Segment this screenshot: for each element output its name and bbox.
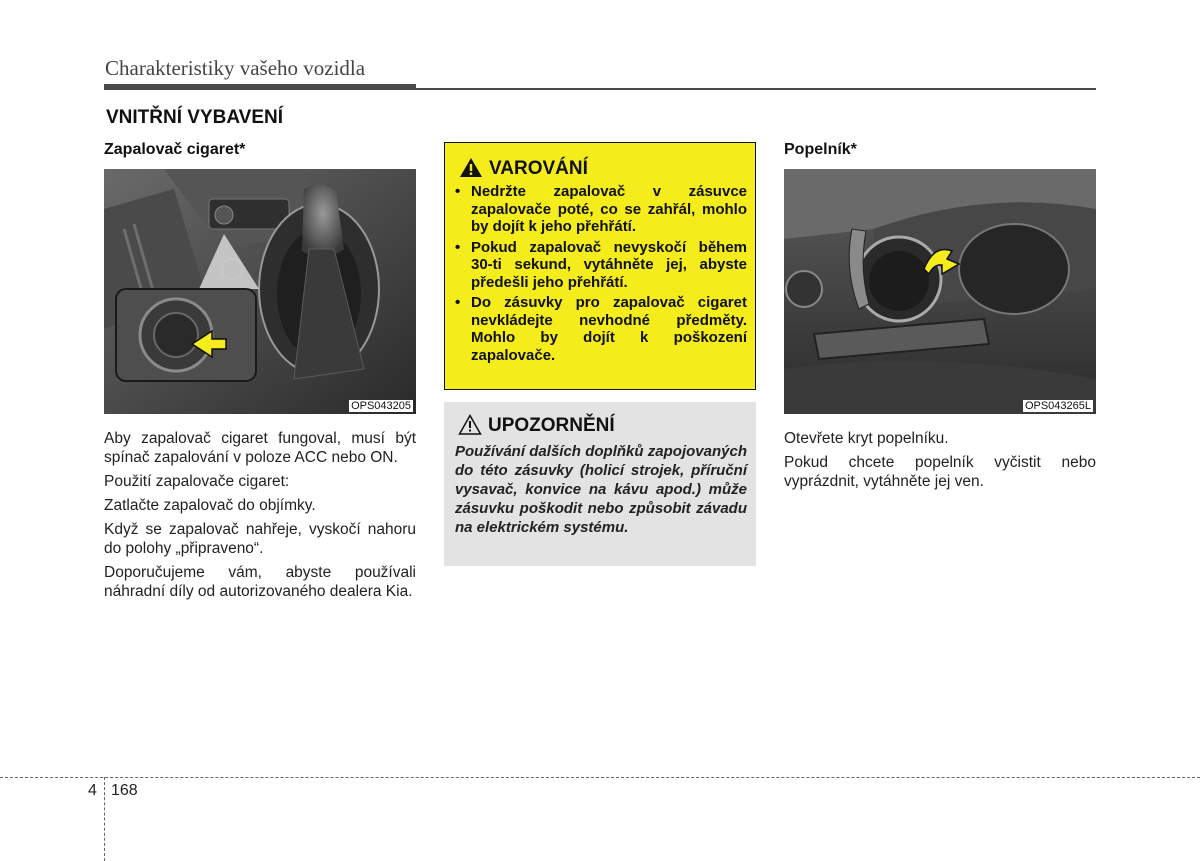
paragraph: Použití zapalovače cigaret:	[104, 473, 290, 490]
ashtray-illustration	[784, 169, 1096, 414]
footer-rule	[0, 777, 1200, 778]
cigarette-lighter-illustration	[104, 169, 416, 414]
figure-caption: OPS043265L	[1024, 400, 1091, 412]
cigarette-lighter-heading: Zapalovač cigaret*	[104, 141, 246, 158]
warning-triangle-icon	[459, 157, 483, 178]
figure-caption: OPS043205	[351, 400, 411, 412]
header-rule	[416, 88, 1096, 90]
ashtray-figure	[784, 169, 1096, 414]
paragraph: Když se zapalovač nahřeje, vyskočí nahoru do polohy „připraveno“.	[104, 521, 416, 557]
caution-title: UPOZORNĚNÍ	[488, 415, 615, 436]
warning-item: • Do zásuvky pro zapalovač cigaret nevkládejte nevhodné předměty. Mohlo by dojít k poškození zapalovače.	[455, 294, 747, 364]
caution-box	[444, 402, 756, 566]
footer-divider	[104, 777, 105, 861]
cigarette-lighter-figure	[104, 169, 416, 414]
paragraph: Aby zapalovač cigaret fungoval, musí být spínač zapalování v poloze ACC nebo ON.	[104, 430, 416, 466]
caution-triangle-icon	[458, 414, 482, 435]
section-heading: VNITŘNÍ VYBAVENÍ	[106, 107, 284, 128]
warning-item: • Pokud zapalovač nevyskočí během 30-ti sekund, vytáhněte jej, abyste předešli jeho přehřátí.	[455, 239, 747, 292]
paragraph: Doporučujeme vám, abyste používali náhradní díly od autorizovaného dealera Kia.	[104, 564, 416, 600]
caution-text: Používání dalších doplňků zapojovaných do této zásuvky (holicí strojek, příruční vysavač, konvice na kávu apod.) může zásuvku poškodit nebo způsobit závadu na elektrickém systému.	[455, 443, 747, 536]
paragraph: Zatlačte zapalovač do objímky.	[104, 497, 316, 514]
warning-box	[444, 142, 756, 390]
ashtray-heading: Popelník*	[784, 141, 857, 158]
warning-list	[455, 183, 747, 367]
header-bar	[104, 84, 416, 90]
warning-title: VAROVÁNÍ	[489, 158, 588, 179]
running-header: Charakteristiky vašeho vozidla	[105, 56, 366, 80]
paragraph: Otevřete kryt popelníku.	[784, 430, 949, 447]
chapter-number: 4	[88, 782, 97, 799]
left-body-text	[104, 429, 416, 606]
right-body-text	[784, 429, 1096, 496]
page-number: 168	[111, 782, 138, 799]
paragraph: Pokud chcete popelník vyčistit nebo vyprázdnit, vytáhněte jej ven.	[784, 454, 1096, 490]
warning-item: • Nedržte zapalovač v zásuvce zapalovače poté, co se zahřál, mohlo by dojít k jeho přehřátí.	[455, 183, 747, 236]
